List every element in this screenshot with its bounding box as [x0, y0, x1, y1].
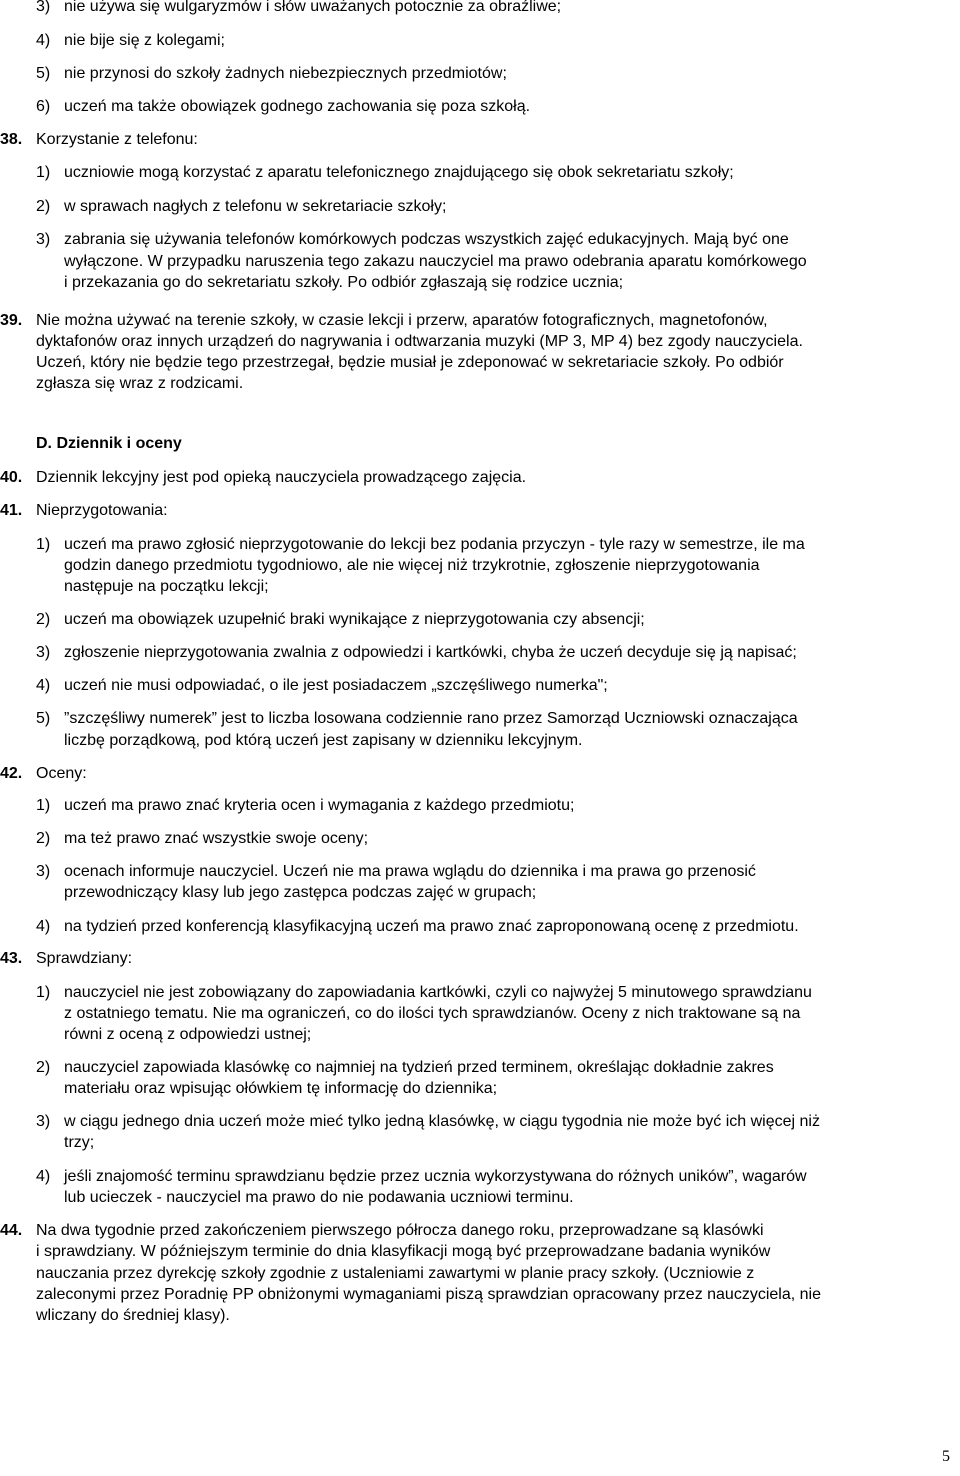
section-number: 43.: [0, 950, 23, 967]
item-number: 5): [36, 710, 51, 727]
item-number: 3): [36, 863, 51, 880]
item-text: wyłączone. W przypadku naruszenia tego zakazu nauczyciel ma prawo odebrania aparatu komórkowego: [64, 253, 807, 270]
item-number: 2): [36, 1059, 51, 1076]
page-number: 5: [942, 1448, 950, 1465]
item-number: 5): [36, 65, 51, 82]
item-text: ma też prawo znać wszystkie swoje oceny;: [64, 830, 369, 847]
paragraph-line: dyktafonów oraz innych urządzeń do nagrywania i odtwarzania muzyki (MP 3, MP 4) bez zgody nauczyciela.: [36, 333, 803, 350]
item-number: 3): [36, 1113, 51, 1130]
item-number: 4): [36, 1168, 51, 1185]
section-number: 42.: [0, 765, 23, 782]
item-text: nie używa się wulgaryzmów i słów uważanych potocznie za obraźliwe;: [64, 0, 562, 15]
item-text: z ostatniego tematu. Nie ma ograniczeń, co do ilości tych sprawdzianów. Oceny z nich traktowane są na: [64, 1005, 801, 1022]
item-text: uczeń nie musi odpowiadać, o ile jest posiadaczem „szczęśliwego numerka";: [64, 677, 608, 694]
item-number: 4): [36, 918, 51, 935]
section-title: Korzystanie z telefonu:: [36, 131, 198, 148]
item-text: równi z oceną z odpowiedzi ustnej;: [64, 1026, 312, 1043]
item-number: 1): [36, 164, 51, 181]
paragraph-line: Uczeń, który nie będzie tego przestrzegał, będzie musiał je zdeponować w sekretariacie szkoły. Po odbiór: [36, 354, 784, 371]
item-number: 1): [36, 797, 51, 814]
section-number: 38.: [0, 131, 23, 148]
item-text: na tydzień przed konferencją klasyfikacyjną uczeń ma prawo znać zaproponowaną ocenę z przedmiotu.: [64, 918, 799, 935]
paragraph-line: wliczany do średniej klasy).: [36, 1307, 230, 1324]
section-number: 40.: [0, 469, 23, 486]
item-text: nauczyciel zapowiada klasówkę co najmniej na tydzień przed terminem, określając dokładnie zakres: [64, 1059, 774, 1076]
item-text: ”szczęśliwy numerek” jest to liczba losowana codziennie rano przez Samorząd Uczniowski oznaczająca: [64, 710, 798, 727]
section-title: Nieprzygotowania:: [36, 502, 168, 519]
section-number: 44.: [0, 1222, 23, 1239]
item-text: następuje na początku lekcji;: [64, 578, 269, 595]
paragraph-line: zgłasza się wraz z rodzicami.: [36, 375, 244, 392]
paragraph-line: Nie można używać na terenie szkoły, w czasie lekcji i przerw, aparatów fotograficznych, magnetofonów,: [36, 312, 768, 329]
item-text: uczeń ma także obowiązek godnego zachowania się poza szkołą.: [64, 98, 531, 115]
item-text: uczniowie mogą korzystać z aparatu telefonicznego znajdującego się obok sekretariatu szkoły;: [64, 164, 734, 181]
item-number: 3): [36, 0, 51, 15]
item-text: nauczyciel nie jest zobowiązany do zapowiadania kartkówki, czyli co najwyżej 5 minutowego sprawdzianu: [64, 984, 812, 1001]
item-text: i przekazania go do sekretariatu szkoły. Po odbiór zgłaszają się rodzice ucznia;: [64, 274, 624, 291]
section-title: Sprawdziany:: [36, 950, 133, 967]
item-number: 4): [36, 677, 51, 694]
section-heading: D. Dziennik i oceny: [36, 435, 182, 452]
item-text: w sprawach nagłych z telefonu w sekretariacie szkoły;: [64, 198, 447, 215]
item-number: 2): [36, 830, 51, 847]
section-number: 41.: [0, 502, 23, 519]
item-text: materiału oraz wpisując ołówkiem tę informację do dziennika;: [64, 1080, 498, 1097]
item-text: uczeń ma obowiązek uzupełnić braki wynikające z nieprzygotowania czy absencji;: [64, 611, 645, 628]
paragraph-line: i sprawdziany. W późniejszym terminie do dnia klasyfikacji mogą być przeprowadzane badania wyników: [36, 1243, 771, 1260]
item-number: 2): [36, 198, 51, 215]
item-text: lub ucieczek - nauczyciel ma prawo do nie podawania uczniowi terminu.: [64, 1189, 574, 1206]
item-text: w ciągu jednego dnia uczeń może mieć tylko jedną klasówkę, w ciągu tygodnia nie może być ich więcej niż: [64, 1113, 820, 1130]
item-text: nie przynosi do szkoły żadnych niebezpiecznych przedmiotów;: [64, 65, 507, 82]
item-text: jeśli znajomość terminu sprawdzianu będzie przez ucznia wykorzystywana do różnych uników”, wagarów: [64, 1168, 807, 1185]
item-number: 4): [36, 32, 51, 49]
item-number: 1): [36, 984, 51, 1001]
item-text: nie bije się z kolegami;: [64, 32, 225, 49]
item-text: przewodniczący klasy lub jego zastępca podczas zajęć w grupach;: [64, 884, 537, 901]
paragraph-line: zaleconymi przez Poradnię PP obniżonymi wymaganiami piszą sprawdzian opracowany przez nauczyciela, nie: [36, 1286, 821, 1303]
paragraph-line: Dziennik lekcyjny jest pod opieką nauczyciela prowadzącego zajęcia.: [36, 469, 527, 486]
paragraph-line: Na dwa tygodnie przed zakończeniem pierwszego półrocza danego roku, przeprowadzane są klasówki: [36, 1222, 764, 1239]
item-number: 2): [36, 611, 51, 628]
item-text: uczeń ma prawo zgłosić nieprzygotowanie do lekcji bez podania przyczyn - tyle razy w semestrze, ile ma: [64, 536, 805, 553]
item-text: liczbę porządkową, pod którą uczeń jest zapisany w dzienniku lekcyjnym.: [64, 732, 583, 749]
section-title: Oceny:: [36, 765, 87, 782]
item-number: 3): [36, 644, 51, 661]
item-text: uczeń ma prawo znać kryteria ocen i wymagania z każdego przedmiotu;: [64, 797, 575, 814]
paragraph-line: nauczania przez dyrekcję szkoły zgodnie z ustaleniami zawartymi w planie pracy szkoły. (Uczniowie z: [36, 1265, 755, 1282]
item-number: 6): [36, 98, 51, 115]
item-text: godzin danego przedmiotu tygodniowo, ale nie więcej niż trzykrotnie, zgłoszenie nieprzygotowania: [64, 557, 760, 574]
item-text: zgłoszenie nieprzygotowania zwalnia z odpowiedzi i kartkówki, chyba że uczeń decyduje się ją napisać;: [64, 644, 797, 661]
item-text: ocenach informuje nauczyciel. Uczeń nie ma prawa wglądu do dziennika i ma prawa go przenosić: [64, 863, 756, 880]
item-number: 1): [36, 536, 51, 553]
item-text: trzy;: [64, 1134, 95, 1151]
section-number: 39.: [0, 312, 23, 329]
item-number: 3): [36, 231, 51, 248]
item-text: zabrania się używania telefonów komórkowych podczas wszystkich zajęć edukacyjnych. Mają być one: [64, 231, 789, 248]
